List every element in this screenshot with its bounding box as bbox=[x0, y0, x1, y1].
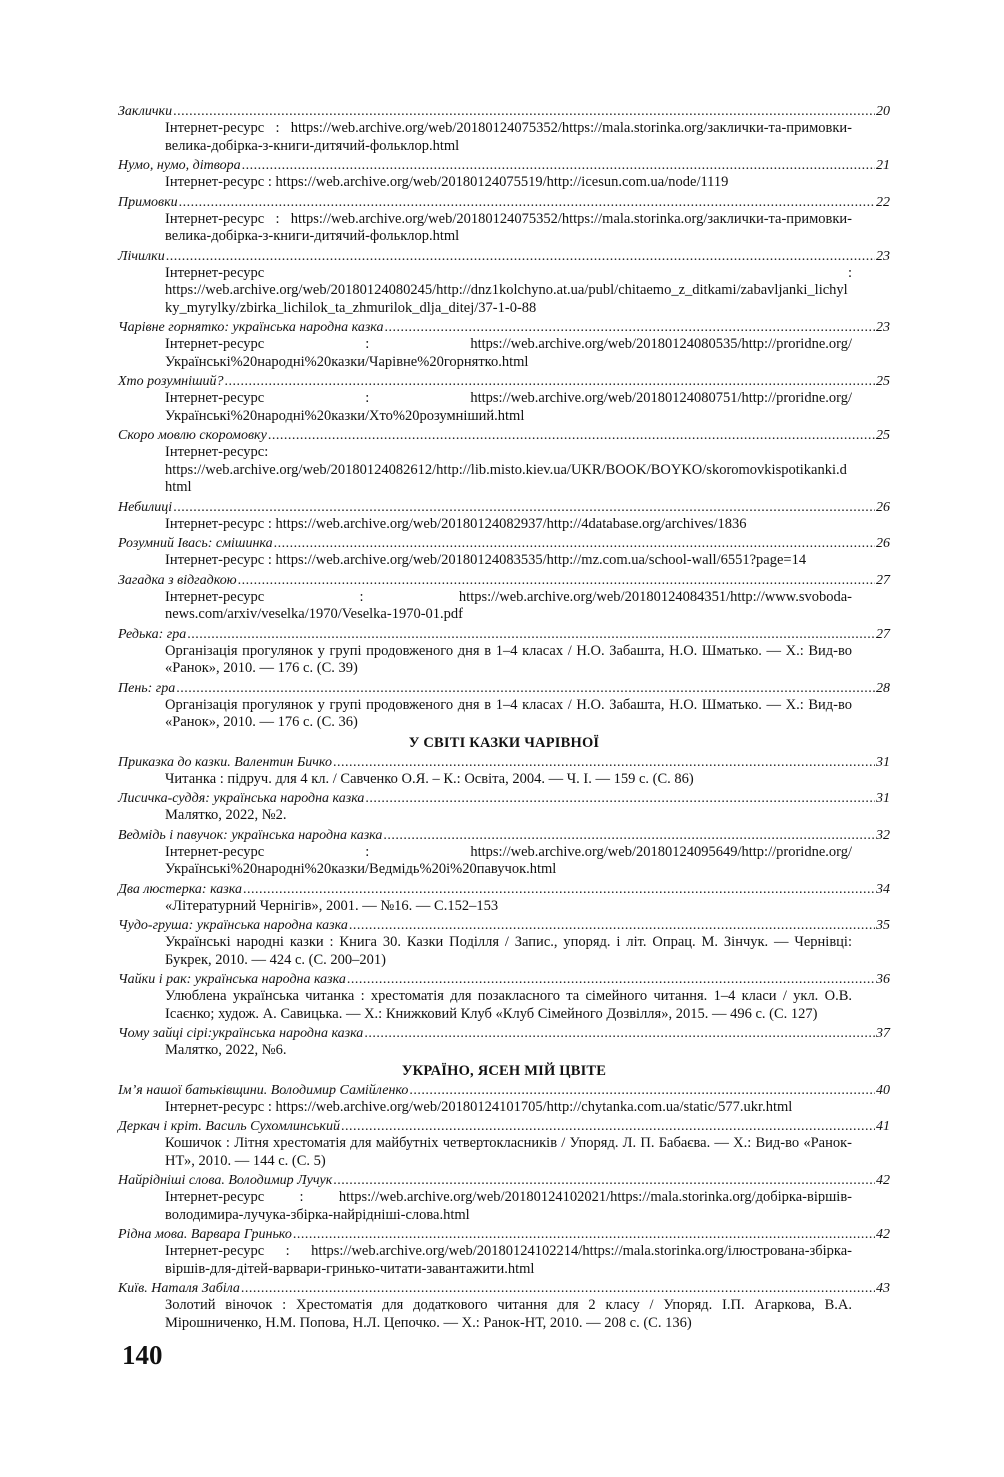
entry-title: Хто розумніший? bbox=[118, 374, 224, 389]
entry-title: Чудо-груша: українська народна казка bbox=[118, 918, 348, 933]
entry-title: Нумо, нумо, дітвора bbox=[118, 158, 241, 173]
entry-source: Золотий віночок : Хрестоматія для додаткового читання для 2 класу / Упоряд. І.П. Агаркова, В.А. Мірошниченко, Н.М. Попова, Н.Л. Цепочко. — Х.: Ранок-НТ, 2010. — 208 с. (С. 136) bbox=[165, 1297, 852, 1331]
toc-entry-line bbox=[118, 535, 890, 552]
toc-entry-line bbox=[118, 626, 890, 643]
entry-title: Лічилки bbox=[118, 248, 165, 264]
toc-entry-line bbox=[118, 499, 890, 516]
toc-entry bbox=[118, 680, 890, 732]
entry-page: 23 bbox=[876, 320, 890, 335]
dot-leader bbox=[349, 917, 875, 934]
toc-entry bbox=[118, 572, 890, 624]
toc-entry bbox=[118, 499, 890, 534]
toc-entry bbox=[118, 1118, 890, 1170]
entry-source: Українські народні казки : Книга 30. Казки Поділля / Запис., упоряд. і літ. Опрац. М. Зінчук. — Чернівці: Букрек, 2010. — 424 с. (С. 200–201) bbox=[165, 934, 852, 968]
toc-entry bbox=[118, 157, 890, 192]
dot-leader bbox=[347, 971, 875, 988]
toc-entry bbox=[118, 1280, 890, 1332]
entry-title: Ведмідь і павучок: українська народна казка bbox=[118, 827, 383, 843]
entry-page: 42 bbox=[876, 1227, 890, 1242]
entry-page: 27 bbox=[876, 626, 890, 642]
toc-entry-line bbox=[118, 1280, 890, 1297]
entry-source: Кошичок : Літня хрестоматія для майбутніх четвертокласників / Упоряд. Л. П. Бабаєва. — Х.: Вид-во «Ранок-НТ», 2010. — 144 с. (С. 5) bbox=[165, 1135, 852, 1169]
entry-page: 35 bbox=[876, 918, 890, 933]
dot-leader bbox=[225, 373, 875, 390]
toc-entry bbox=[118, 535, 890, 570]
entry-page: 21 bbox=[876, 158, 890, 173]
toc-entry-line bbox=[118, 194, 890, 211]
toc-entry-line bbox=[118, 103, 890, 120]
entry-title: Загадка з відгадкою bbox=[118, 572, 237, 588]
toc-entry-line bbox=[118, 790, 890, 807]
entry-source: Інтернет-ресурс: https://web.archive.org/web/20180124082612/http://lib.misto.kiev.ua/UKR/BOOK/BOYKO/skoromovkispotikanki.dhtml bbox=[165, 444, 847, 495]
entry-title: Небилиці bbox=[118, 499, 173, 515]
entry-page: 32 bbox=[876, 827, 890, 843]
entry-page: 26 bbox=[876, 536, 890, 551]
entry-page: 23 bbox=[876, 248, 890, 264]
dot-leader bbox=[364, 1025, 875, 1042]
toc-entry-line bbox=[118, 971, 890, 988]
toc-entry bbox=[118, 881, 890, 916]
toc-entry-line bbox=[118, 1226, 890, 1243]
entry-title: Примовки bbox=[118, 194, 178, 210]
toc-entry bbox=[118, 917, 890, 969]
entry-source: Інтернет-ресурс : https://web.archive.org/web/20180124080245/http://dnz1kolchyno.at.ua/publ/chitaemo_z_ditkami/zabavljanki_lichylky_myrylky/zbirka_lichilok_ta_zhmurilok_dlja_ditej/37-1-0-88 bbox=[165, 264, 852, 316]
entry-source: Організація прогулянок у групі продовженого дня в 1–4 класах / Н.О. Забашта, Н.О. Шматько. — Х.: Вид-во «Ранок», 2010. — 176 с. (С. 36) bbox=[165, 696, 852, 730]
entry-page: 26 bbox=[876, 499, 890, 515]
dot-leader bbox=[243, 881, 875, 898]
entry-page: 25 bbox=[876, 428, 890, 443]
toc-entry bbox=[118, 427, 890, 497]
toc-entry-line bbox=[118, 319, 890, 336]
dot-leader bbox=[166, 248, 875, 265]
entry-source: Інтернет-ресурс : https://web.archive.org/web/20180124080535/http://proridne.org/Українські%20народні%20казки/Чарівне%20горнятко.html bbox=[165, 336, 852, 370]
toc-entry bbox=[118, 626, 890, 678]
page-number: 140 bbox=[122, 1340, 163, 1370]
toc-entry-line bbox=[118, 827, 890, 844]
entry-page: 20 bbox=[876, 104, 890, 119]
toc-entry-line bbox=[118, 157, 890, 174]
entry-source: Читанка : підруч. для 4 кл. / Савченко О.Я. – К.: Освіта, 2004. — Ч. І. — 159 с. (С. 86) bbox=[165, 770, 694, 787]
toc-entry-line bbox=[118, 572, 890, 589]
entry-page: 36 bbox=[876, 972, 890, 987]
dot-leader bbox=[176, 680, 875, 697]
entry-title: Заклички bbox=[118, 104, 173, 119]
toc-entry-line bbox=[118, 1082, 890, 1099]
entry-source: Улюблена українська читанка : хрестоматія для позакласного та сімейного читання. 1–4 класи / укл. О.В. Ісаєнко; худож. А. Савицька. — Х.: Книжковий Клуб «Клуб Сімейного Дозвілля», 2015. — 496 с. (С. 127) bbox=[165, 988, 852, 1022]
toc-entry-line bbox=[118, 248, 890, 265]
dot-leader bbox=[365, 790, 875, 807]
entry-source: Інтернет-ресурс : https://web.archive.org/web/20180124101705/http://chytanka.com.ua/static/577.ukr.html bbox=[165, 1098, 793, 1115]
entry-source: Інтернет-ресурс : https://web.archive.org/web/20180124084351/http://www.svoboda-news.com/arxiv/veselka/1970/Veselka-1970-01.pdf bbox=[165, 588, 852, 622]
dot-leader bbox=[268, 427, 875, 444]
toc-entry bbox=[118, 103, 890, 155]
toc-entry bbox=[118, 1172, 890, 1224]
dot-leader bbox=[173, 499, 875, 516]
entry-title: Деркач і кріт. Василь Сухомлинський bbox=[118, 1119, 340, 1134]
entry-title: Два люстерка: казка bbox=[118, 881, 242, 897]
toc-entry bbox=[118, 1226, 890, 1278]
entry-title: Лисичка-суддя: українська народна казка bbox=[118, 791, 365, 806]
entry-page: 41 bbox=[876, 1119, 890, 1134]
entry-title: Чому зайці сірі:українська народна казка bbox=[118, 1026, 364, 1041]
toc-entry-line bbox=[118, 680, 890, 697]
entry-page: 22 bbox=[876, 194, 890, 210]
dot-leader bbox=[409, 1082, 875, 1099]
entry-title: Київ. Наталя Забіла bbox=[118, 1281, 240, 1296]
dot-leader bbox=[293, 1226, 875, 1243]
entry-source: Малятко, 2022, №2. bbox=[165, 807, 287, 823]
entry-title: Рідна мова. Варвара Гринько bbox=[118, 1227, 292, 1242]
section-heading: У СВІТІ КАЗКИ ЧАРІВНОЇ bbox=[408, 734, 600, 751]
entry-title: Приказка до казки. Валентин Бичко bbox=[118, 754, 332, 770]
entry-title: Чарівне горнятко: українська народна казка bbox=[118, 320, 384, 335]
dot-leader bbox=[274, 535, 875, 552]
dot-leader bbox=[333, 1172, 875, 1189]
entry-page: 31 bbox=[876, 754, 890, 770]
entry-source: Інтернет-ресурс : https://web.archive.org/web/20180124082937/http://4database.org/archives/1836 bbox=[165, 515, 747, 532]
toc-entry-line bbox=[118, 1025, 890, 1042]
entry-title: Ім’я нашої батьківщини. Володимир Самійленко bbox=[118, 1082, 409, 1098]
toc-entry bbox=[118, 194, 890, 246]
toc-entry bbox=[118, 1025, 890, 1060]
dot-leader bbox=[242, 157, 875, 174]
dot-leader bbox=[179, 194, 875, 211]
toc-entry bbox=[118, 373, 890, 425]
entry-page: 42 bbox=[876, 1173, 890, 1188]
dot-leader bbox=[241, 1280, 875, 1297]
entry-page: 34 bbox=[876, 881, 890, 897]
entry-source: Інтернет-ресурс : https://web.archive.org/web/20180124102021/https://mala.storinka.org/добірка-віршів-володимира-лучука-збірка-найрідніші-слова.html bbox=[165, 1189, 852, 1223]
entry-page: 40 bbox=[876, 1082, 890, 1098]
toc-entry bbox=[118, 319, 890, 371]
toc-entry bbox=[118, 790, 890, 825]
dot-leader bbox=[333, 754, 875, 771]
toc-entry bbox=[118, 248, 890, 318]
entry-page: 31 bbox=[876, 791, 890, 806]
entry-page: 28 bbox=[876, 680, 890, 696]
dot-leader bbox=[383, 827, 875, 844]
entry-source: Інтернет-ресурс : https://web.archive.org/web/20180124075352/https://mala.storinka.org/заклички-та-примовки-велика-добірка-з-книги-дитячий-фольклор.html bbox=[165, 210, 852, 244]
entry-source: Інтернет-ресурс : https://web.archive.org/web/20180124095649/http://proridne.org/Українські%20народні%20казки/Ведмідь%20і%20павучок.html bbox=[165, 843, 852, 877]
entry-title: Скоро мовлю скоромовку bbox=[118, 428, 267, 443]
entry-title: Найрідніші слова. Володимир Лучук bbox=[118, 1173, 333, 1188]
dot-leader bbox=[238, 572, 875, 589]
entry-source: Інтернет-ресурс : https://web.archive.org/web/20180124083535/http://mz.com.ua/school-wall/6551?page=14 bbox=[165, 552, 807, 568]
toc-entry-line bbox=[118, 881, 890, 898]
entry-title: Редька: гра bbox=[118, 626, 187, 642]
dot-leader bbox=[385, 319, 875, 336]
toc-entry-line bbox=[118, 373, 890, 390]
entry-source: Організація прогулянок у групі продовженого дня в 1–4 класах / Н.О. Забашта, Н.О. Шматько. — Х.: Вид-во «Ранок», 2010. — 176 с. (С. 39) bbox=[165, 642, 852, 676]
entry-source: «Літературний Чернігів», 2001. — №16. — С.152–153 bbox=[165, 897, 499, 914]
toc-entry-line bbox=[118, 754, 890, 771]
toc-entry bbox=[118, 971, 890, 1023]
entry-title: Розумний Івась: смішинка bbox=[118, 536, 273, 551]
section-heading: УКРАЇНО, ЯСЕН МІЙ ЦВІТЕ bbox=[401, 1062, 607, 1079]
entry-source: Малятко, 2022, №6. bbox=[165, 1042, 287, 1058]
entry-source: Інтернет-ресурс : https://web.archive.org/web/20180124075352/https://mala.storinka.org/заклички-та-примовки-велика-добірка-з-книги-дитячий-фольклор.html bbox=[165, 120, 852, 154]
entry-source: Інтернет-ресурс : https://web.archive.org/web/20180124080751/http://proridne.org/Українські%20народні%20казки/Хто%20розумніший.html bbox=[165, 390, 852, 424]
entry-page: 43 bbox=[876, 1281, 890, 1296]
dot-leader bbox=[341, 1118, 875, 1135]
toc-entry-line bbox=[118, 1118, 890, 1135]
entry-page: 25 bbox=[876, 374, 890, 389]
entry-title: Пень: гра bbox=[118, 680, 176, 696]
toc-entry bbox=[118, 1082, 890, 1117]
entry-title: Чайки і рак: українська народна казка bbox=[118, 972, 346, 987]
entry-source: Інтернет-ресурс : https://web.archive.org/web/20180124075519/http://icesun.com.ua/node/1119 bbox=[165, 174, 729, 190]
toc-entry-line bbox=[118, 1172, 890, 1189]
dot-leader bbox=[173, 103, 875, 120]
entry-page: 27 bbox=[876, 572, 890, 588]
dot-leader bbox=[187, 626, 875, 643]
table-of-contents bbox=[118, 103, 890, 1334]
toc-entry-line bbox=[118, 427, 890, 444]
entry-source: Інтернет-ресурс : https://web.archive.org/web/20180124102214/https://mala.storinka.org/ілюстрована-збірка-віршів-для-дітей-варвари-гринько-читати-завантажити.html bbox=[165, 1243, 852, 1277]
entry-page: 37 bbox=[876, 1026, 890, 1041]
toc-entry-line bbox=[118, 917, 890, 934]
toc-entry bbox=[118, 754, 890, 789]
toc-entry bbox=[118, 827, 890, 879]
